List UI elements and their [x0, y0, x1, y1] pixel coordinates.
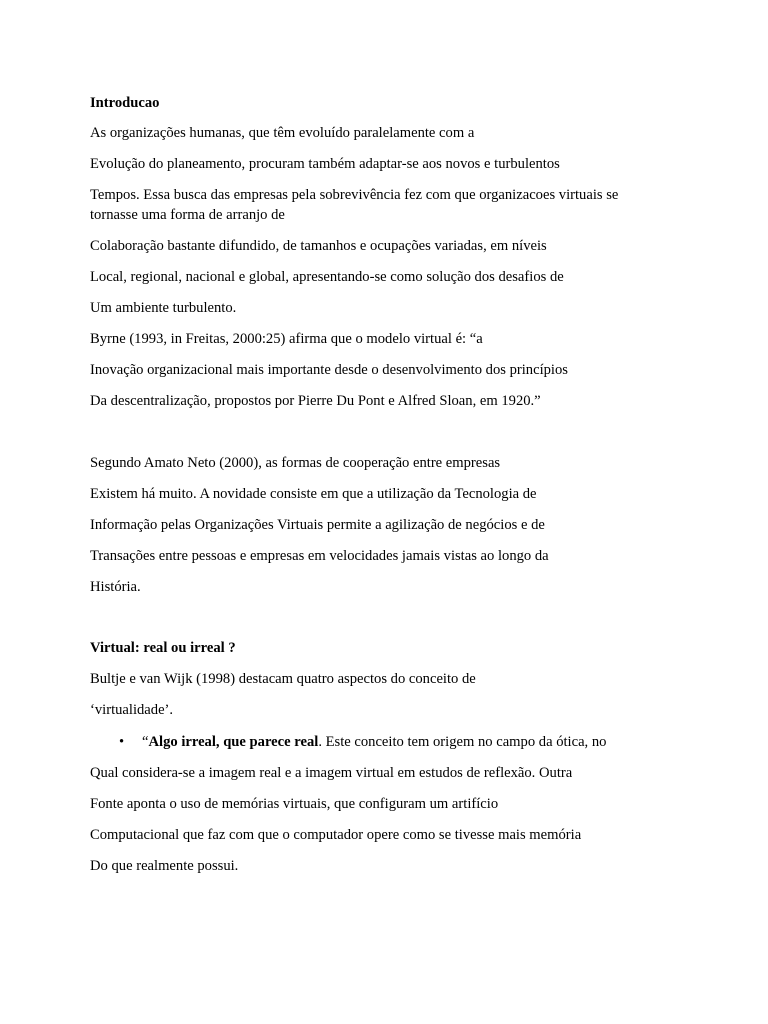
- paragraph-line: Transações entre pessoas e empresas em velocidades jamais vistas ao longo da: [90, 548, 549, 564]
- paragraph-line: Da descentralização, propostos por Pierre Du Pont e Alfred Sloan, em 1920.”: [90, 393, 541, 409]
- paragraph-line: Tempos. Essa busca das empresas pela sobrevivência fez com que organizacoes virtuais se: [90, 187, 619, 203]
- bullet-icon: •: [119, 734, 125, 750]
- paragraph-line: Segundo Amato Neto (2000), as formas de cooperação entre empresas: [90, 455, 501, 471]
- paragraph-line: Fonte aponta o uso de memórias virtuais, que configuram um artifício: [90, 796, 499, 812]
- paragraph-line: ‘virtualidade’.: [90, 702, 174, 718]
- heading-virtual: Virtual: real ou irreal ?: [90, 640, 236, 656]
- paragraph-line: Byrne (1993, in Freitas, 2000:25) afirma que o modelo virtual é: “a: [90, 331, 483, 347]
- paragraph-line: Informação pelas Organizações Virtuais permite a agilização de negócios e de: [90, 517, 545, 533]
- paragraph-line: Um ambiente turbulento.: [90, 300, 237, 316]
- paragraph-line: Local, regional, nacional e global, apresentando-se como solução dos desafios de: [90, 269, 564, 285]
- paragraph-line: Existem há muito. A novidade consiste em que a utilização da Tecnologia de: [90, 486, 537, 502]
- paragraph-line: Do que realmente possui.: [90, 858, 239, 874]
- bullet-text: [142, 733, 606, 751]
- paragraph-line: Computacional que faz com que o computador opere como se tivesse mais memória: [90, 827, 582, 843]
- paragraph-line: Inovação organizacional mais importante desde o desenvolvimento dos princípios: [90, 362, 568, 378]
- open-quote: “: [142, 734, 149, 750]
- paragraph-line: tornasse uma forma de arranjo de: [90, 207, 285, 223]
- paragraph-line: Qual considera-se a imagem real e a imagem virtual em estudos de reflexão. Outra: [90, 765, 573, 781]
- paragraph-line: Evolução do planeamento, procuram também adaptar-se aos novos e turbulentos: [90, 156, 560, 172]
- heading-introducao: Introducao: [90, 95, 160, 111]
- paragraph-line: História.: [90, 579, 141, 595]
- bullet-bold-term: Algo irreal, que parece real: [148, 734, 319, 750]
- paragraph-line: Colaboração bastante difundido, de tamanhos e ocupações variadas, em níveis: [90, 238, 547, 254]
- paragraph-line: Bultje e van Wijk (1998) destacam quatro aspectos do conceito de: [90, 671, 476, 687]
- paragraph-line: As organizações humanas, que têm evoluído paralelamente com a: [90, 125, 475, 141]
- bullet-rest: . Este conceito tem origem no campo da ótica, no: [318, 734, 607, 750]
